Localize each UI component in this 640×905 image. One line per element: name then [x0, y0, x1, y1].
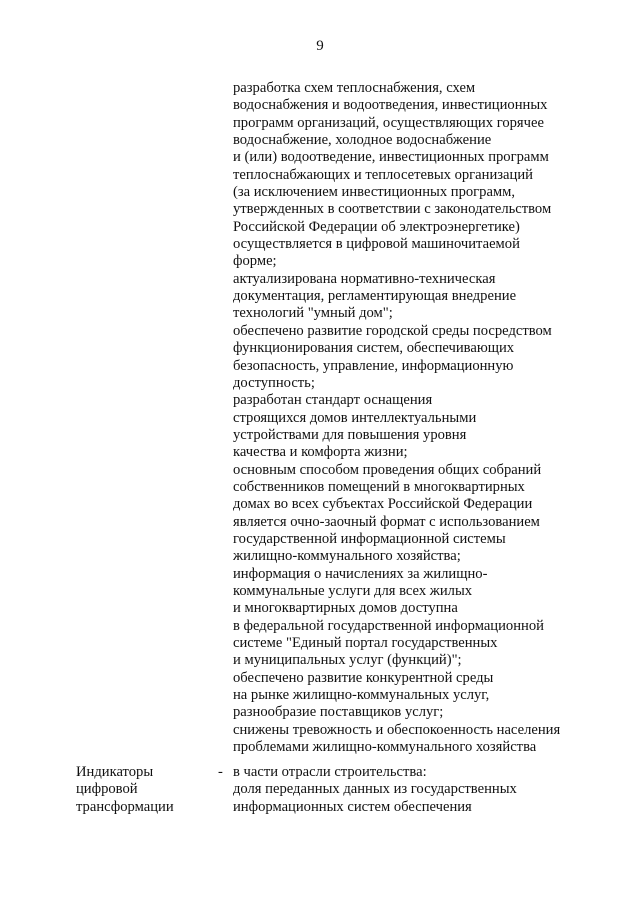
text-line: Российской Федерации об электроэнергетике): [233, 218, 520, 235]
text-line: утвержденных в соответствии с законодательством: [233, 201, 552, 218]
text-line: водоснабжение, холодное водоснабжение: [233, 132, 492, 149]
text-line: системе "Единый портал государственных: [233, 635, 498, 651]
text-line: на рынке жилищно-коммунальных услуг,: [233, 687, 490, 704]
text-line: устройствами для повышения уровня: [233, 426, 467, 443]
text-line: разработка схем теплоснабжения, схем: [233, 80, 476, 96]
text-line: и многоквартирных домов доступна: [233, 600, 458, 617]
text-line: в федеральной государственной информационной: [233, 617, 544, 634]
text-line: обеспечено развитие конкурентной среды: [233, 669, 494, 686]
text-line: функционирования систем, обеспечивающих: [233, 340, 515, 357]
text-line: жилищно-коммунального хозяйства;: [233, 548, 461, 565]
label-line: Индикаторы: [76, 764, 154, 780]
indicators-dash: -: [218, 764, 223, 780]
text-line: программ организаций, осуществляющих горячее: [233, 114, 544, 131]
indicators-value: [233, 764, 633, 816]
text-line: домах во всех субъектах Российской Федерации: [233, 496, 533, 513]
value-line: информационных систем обеспечения: [233, 798, 472, 815]
text-line: технологий "умный дом";: [233, 305, 393, 322]
text-line: информация о начислениях за жилищно-: [233, 565, 488, 582]
text-line: (за исключением инвестиционных программ,: [233, 184, 516, 201]
value-line: в части отрасли строительства:: [233, 764, 427, 780]
text-line: проблемами жилищно-коммунального хозяйства: [233, 739, 537, 756]
text-line: снижены тревожность и обеспокоенность населения: [233, 721, 561, 738]
text-line: разработан стандарт оснащения: [233, 392, 433, 409]
text-line: основным способом проведения общих собраний: [233, 461, 542, 478]
text-line: и (или) водоотведение, инвестиционных программ: [233, 149, 549, 166]
main-text-block: [233, 80, 633, 756]
text-line: форме;: [233, 253, 277, 270]
label-line: цифровой: [76, 781, 138, 798]
text-line: строящихся домов интеллектуальными: [233, 409, 477, 426]
text-line: документация, регламентирующая внедрение: [233, 288, 517, 305]
text-line: доступность;: [233, 374, 315, 391]
page-number: 9: [316, 38, 324, 54]
text-line: водоснабжения и водоотведения, инвестиционных: [233, 97, 548, 114]
label-line: трансформации: [76, 798, 174, 815]
text-line: является очно-заочный формат с использованием: [233, 513, 540, 530]
text-line: безопасность, управление, информационную: [233, 357, 514, 374]
text-line: актуализирована нормативно-техническая: [233, 270, 496, 287]
text-line: государственной информационной системы: [233, 530, 506, 547]
value-line: доля переданных данных из государственных: [233, 781, 517, 798]
text-line: теплоснабжающих и теплосетевых организаций: [233, 166, 533, 183]
text-line: собственников помещений в многоквартирных: [233, 478, 525, 495]
text-line: и муниципальных услуг (функций)";: [233, 652, 462, 669]
indicators-label: [76, 764, 216, 816]
text-line: качества и комфорта жизни;: [233, 444, 408, 461]
text-line: коммунальные услуги для всех жилых: [233, 582, 473, 599]
text-line: обеспечено развитие городской среды посредством: [233, 322, 552, 339]
text-line: осуществляется в цифровой машиночитаемой: [233, 236, 520, 253]
text-line: разнообразие поставщиков услуг;: [233, 704, 444, 721]
